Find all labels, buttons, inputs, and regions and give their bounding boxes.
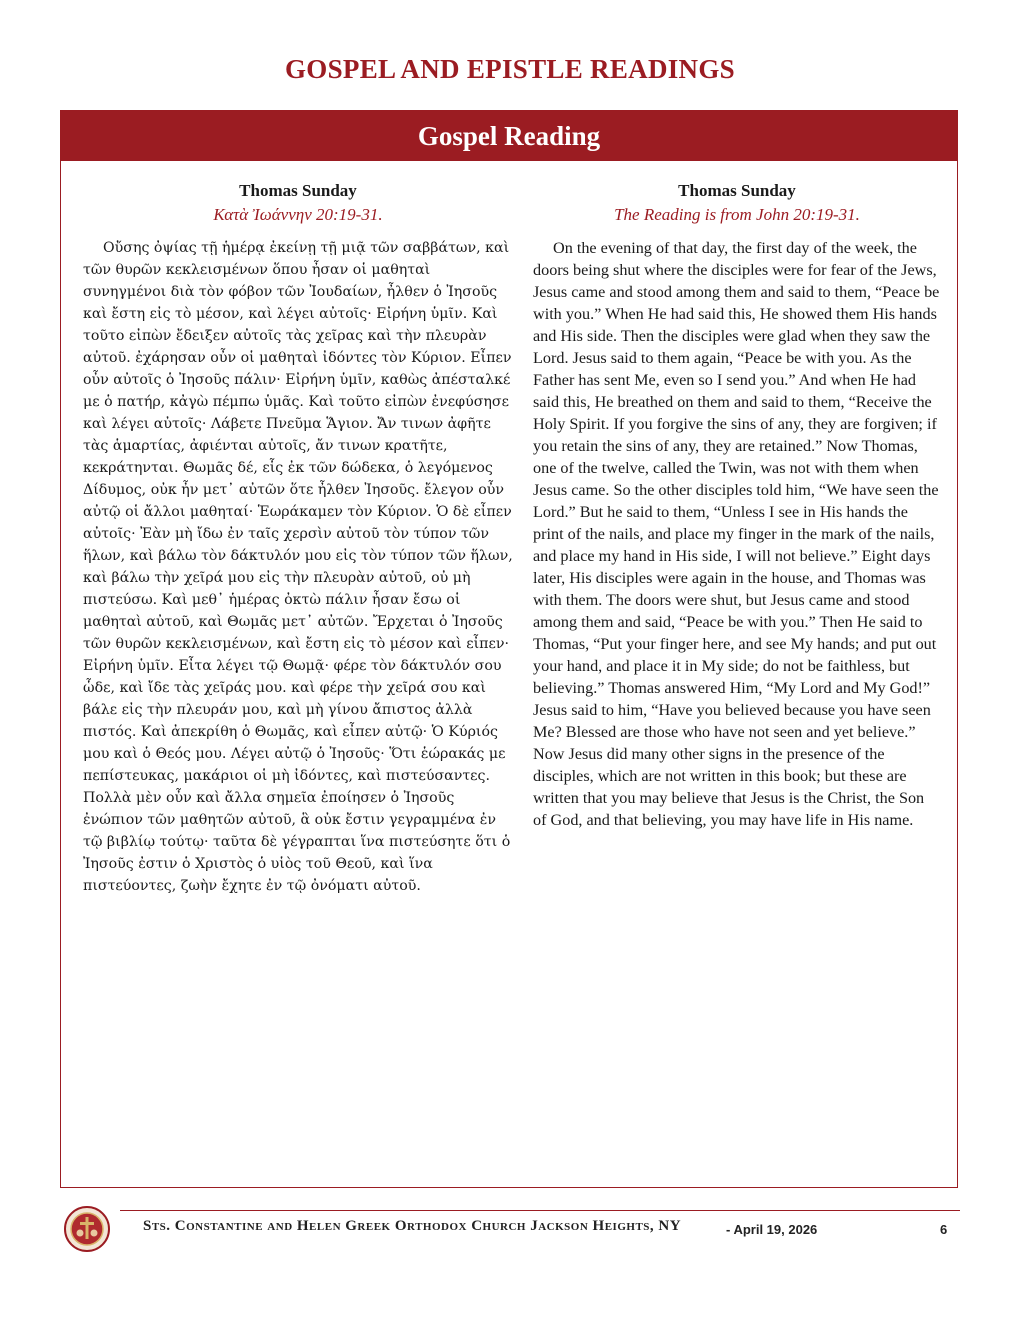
footer-date: - April 19, 2026 <box>726 1222 818 1237</box>
gospel-frame <box>60 110 958 1188</box>
greek-heading: Thomas Sunday <box>239 181 357 200</box>
footer-church-name: Sts. Constantine and Helen Greek Orthodox Church Jackson Heights, NY <box>143 1218 682 1234</box>
church-seal-icon <box>64 1206 110 1252</box>
english-reference: The Reading is from John 20:19-31. <box>614 205 860 224</box>
gospel-banner: Gospel Reading <box>61 111 957 161</box>
greek-reference: Κατὰ Ἰωάννην 20:19-31. <box>213 205 383 224</box>
greek-column <box>83 179 513 897</box>
page-title: GOSPEL AND EPISTLE READINGS <box>285 54 735 84</box>
english-text: On the evening of that day, the first day of the week, the doors being shut where the disciples were for fear of the Jews, Jesus came and stood among them and said to them, “Peace be with you.” When He had said this, He showed them His hands and His side. Then the disciples were glad when they saw the Lord. Jesus said to them again, “Peace be with you. As the Father has sent Me, even so I send you.” And when He had said this, He breathed on them and said to them, “Receive the Holy Spirit. If you forgive the sins of any, they are forgiven; if you retain the sins of any, they are retained.” Now Thomas, one of the twelve, called the Twin, was not with them when Jesus came. So the other disciples told him, “We have seen the Lord.” But he said to them, “Unless I see in His hands the print of the nails, and place my finger in the mark of the nails, and place my hand in His side, I will not believe.” Eight days later, His disciples were again in the house, and Thomas was with them. The doors were shut, but Jesus came and stood among them and said, “Peace be with you.” Then He said to Thomas, “Put your finger here, and see My hands; and put out your hand, and place it in My side; do not be faithless, but believing.” Thomas answered Him, “My Lord and My God!” Jesus said to him, “Have you believed because you have seen Me? Blessed are those who have not seen and yet believe.” Now Jesus did many other signs in the presence of the disciples, which are not written in this book; but these are written that you may believe that Jesus is the Christ, the Son of God, and that believing, you may have life in His name. <box>533 239 940 829</box>
english-column <box>533 179 941 831</box>
greek-text: Οὔσης ὀψίας τῇ ἡμέρᾳ ἐκείνῃ τῇ μιᾷ τῶν σαββάτων, καὶ τῶν θυρῶν κεκλεισμένων ὅπου ἦσαν οἱ μαθηταὶ συνηγμένοι διὰ τὸν φόβον τῶν Ἰουδαίων, ἦλθεν ὁ Ἰησοῦς καὶ ἔστη εἰς τὸ μέσον, καὶ λέγει αὐτοῖς· Εἰρήνη ὑμῖν. Καὶ τοῦτο εἰπὼν ἔδειξεν αὐτοῖς τὰς χεῖρας καὶ τὴν πλευρὰν αὐτοῦ. ἐχάρησαν οὖν οἱ μαθηταὶ ἰδόντες τὸν Κύριον. Εἶπεν οὖν αὐτοῖς ὁ Ἰησοῦς πάλιν· Εἰρήνη ὑμῖν, καθὼς ἀπέσταλκέ με ὁ πατήρ, κἀγὼ πέμπω ὑμᾶς. Καὶ τοῦτο εἰπὼν ἐνεφύσησε καὶ λέγει αὐτοῖς· Λάβετε Πνεῦμα Ἅγιον. Ἄν τινων ἀφῆτε τὰς ἁμαρτίας, ἀφιένται αὐτοῖς, ἄν τινων κρατῆτε, κεκράτηνται. Θωμᾶς δέ, εἷς ἐκ τῶν δώδεκα, ὁ λεγόμενος Δίδυμος, οὐκ ἦν μετ᾽ αὐτῶν ὅτε ἦλθεν Ἰησοῦς. ἔλεγον οὖν αὐτῷ οἱ ἄλλοι μαθηταί· Ἑωράκαμεν τὸν Κύριον. Ὁ δὲ εἶπεν αὐτοῖς· Ἐὰν μὴ ἴδω ἐν ταῖς χερσὶν αὐτοῦ τὸν τύπον τῶν ἥλων, καὶ βάλω τὸν δάκτυλόν μου εἰς τὸν τύπον τῶν ἥλων, καὶ βάλω τὴν χεῖρά μου εἰς τὴν πλευρὰν αὐτοῦ, οὐ μὴ πιστεύσω. Καὶ μεθ᾽ ἡμέρας ὀκτὼ πάλιν ἦσαν ἔσω οἱ μαθηταὶ αὐτοῦ, καὶ Θωμᾶς μετ᾽ αὐτῶν. Ἔρχεται ὁ Ἰησοῦς τῶν θυρῶν κεκλεισμένων, καὶ ἔστη εἰς τὸ μέσον καὶ εἶπεν· Εἰρήνη ὑμῖν. Εἶτα λέγει τῷ Θωμᾷ· φέρε τὸν δάκτυλόν σου ὧδε, καὶ ἴδε τὰς χεῖράς μου. καὶ φέρε τὴν χεῖρά σου καὶ βάλε εἰς τὴν πλευράν μου, καὶ μὴ γίνου ἄπιστος ἀλλὰ πιστός. Καὶ ἀπεκρίθη ὁ Θωμᾶς, καὶ εἶπεν αὐτῷ· Ὁ Κύριός μου καὶ ὁ Θεός μου. Λέγει αὐτῷ ὁ Ἰησοῦς· Ὅτι ἑώρακάς με πεπίστευκας, μακάριοι οἱ μὴ ἰδόντες, καὶ πιστεύσαντες. Πολλὰ μὲν οὖν καὶ ἄλλα σημεῖα ἐποίησεν ὁ Ἰησοῦς ἐνώπιον τῶν μαθητῶν αὐτοῦ, ἃ οὐκ ἔστιν γεγραμμένα ἐν τῷ βιβλίῳ τούτῳ· ταῦτα δὲ γέγραπται ἵνα πιστεύσητε ὅτι ὁ Ἰησοῦς ἐστιν ὁ Χριστὸς ὁ υἱὸς τοῦ Θεοῦ, καὶ ἵνα πιστεύοντες, ζωὴν ἔχητε ἐν τῷ ὀνόματι αὐτοῦ. <box>83 240 513 894</box>
english-heading: Thomas Sunday <box>678 181 796 200</box>
page-number: 6 <box>940 1222 948 1237</box>
footer-line <box>120 1210 960 1211</box>
